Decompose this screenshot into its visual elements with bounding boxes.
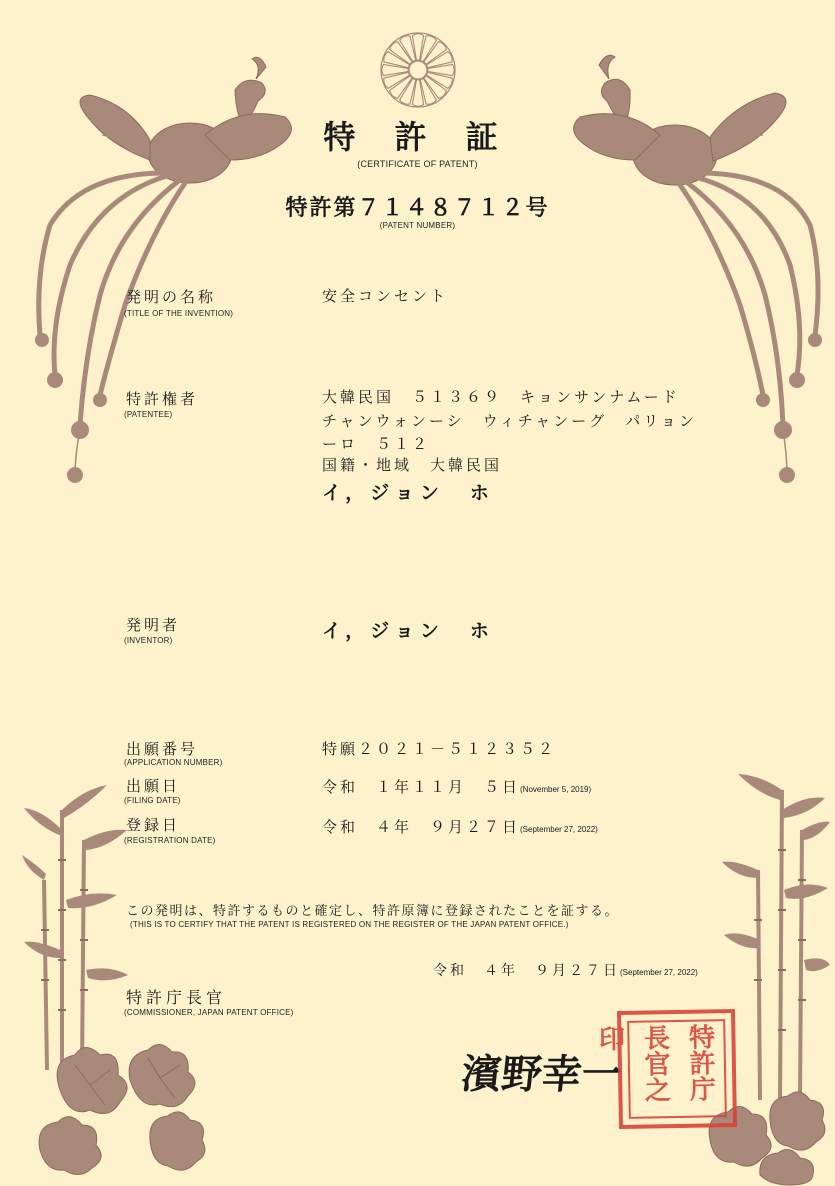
filing-date-label-en: (FILING DATE) <box>124 796 181 805</box>
issue-date-row <box>433 960 698 980</box>
registration-date-label: 登録日 <box>126 816 181 834</box>
chrysanthemum-emblem-icon <box>378 30 458 110</box>
issue-date: 令和 ４年 ９月２７日 <box>433 963 620 979</box>
patentee-address-line-2: チャンウォンーシ ウィチャンーグ パリョン <box>322 412 697 430</box>
title-of-invention-value: 安全コンセント <box>322 287 449 305</box>
certificate-title-en: (CERTIFICATE OF PATENT) <box>357 159 478 169</box>
registration-date-value: 令和 ４年 ９月２７日 <box>322 818 521 836</box>
title-of-invention-label: 発明の名称 <box>126 288 217 306</box>
chrysanthemum-petal <box>382 64 408 75</box>
chrysanthemum-petal <box>390 76 413 99</box>
patent-number: 特許第７１４８７１２号 <box>285 196 550 221</box>
official-seal <box>594 1009 737 1129</box>
filing-date-value-en: (November 5, 2019) <box>520 785 592 794</box>
application-number-label: 出願番号 <box>126 740 199 758</box>
inventor-name: イ，ジョン ホ <box>322 620 495 642</box>
patentee-label: 特許権者 <box>126 390 199 408</box>
paulownia-leaves-ornament-icon <box>40 1030 210 1180</box>
filing-date-label: 出願日 <box>126 777 181 795</box>
commissioner-signature: 濱野幸一 <box>459 1051 625 1098</box>
chrysanthemum-petal <box>424 42 447 65</box>
registration-date-value-en: (September 27, 2022) <box>520 825 598 834</box>
application-number-label-en: (APPLICATION NUMBER) <box>124 758 223 767</box>
chrysanthemum-petal <box>412 80 423 106</box>
commissioner-label: 特許庁長官 <box>126 988 227 1007</box>
application-number-value: 特願２０２１－５１２３５２ <box>322 740 557 758</box>
registration-date-row <box>322 816 598 837</box>
patentee-address-line-3: ーロ ５１２ <box>322 435 431 453</box>
phoenix-left-ornament-icon <box>30 35 330 495</box>
chrysanthemum-petal <box>390 42 413 65</box>
chrysanthemum-petal <box>428 64 454 75</box>
seal-characters: 特許庁長官之印 <box>594 1023 716 1103</box>
chrysanthemum-petal <box>412 34 423 60</box>
registration-date-label-en: (REGISTRATION DATE) <box>124 836 216 845</box>
title-of-invention-label-en: (TITLE OF THE INVENTION) <box>124 309 234 318</box>
chrysanthemum-petal <box>424 76 447 99</box>
inventor-label: 発明者 <box>126 616 181 634</box>
certificate-title: 特 許 証 <box>323 118 512 156</box>
bamboo-right-ornament-icon <box>720 770 830 1100</box>
patentee-label-en: (PATENTEE) <box>124 410 173 419</box>
patentee-nationality: 国籍・地域 大韓民国 <box>322 456 503 474</box>
patentee-name: イ，ジョン ホ <box>322 482 495 504</box>
patentee-address-line-1: 大韓民国 ５１３６９ キョンサンナムード <box>322 388 680 406</box>
bamboo-left-ornament-icon <box>22 770 132 1070</box>
patent-number-en: (PATENT NUMBER) <box>379 221 456 230</box>
certification-statement: この発明は、特許するものと確定し、特許原簿に登録されたことを証する。 <box>126 904 620 919</box>
issue-date-en: (September 27, 2022) <box>620 968 698 977</box>
inventor-label-en: (INVENTOR) <box>124 636 173 645</box>
commissioner-label-en: (COMMISSIONER, JAPAN PATENT OFFICE) <box>124 1008 294 1017</box>
filing-date-row <box>322 776 591 797</box>
filing-date-value: 令和 １年１１月 ５日 <box>322 778 521 796</box>
certification-statement-en: (THIS IS TO CERTIFY THAT THE PATENT IS REGISTERED ON THE REGISTER OF THE JAPAN PATENT OFFICE.) <box>130 920 569 929</box>
